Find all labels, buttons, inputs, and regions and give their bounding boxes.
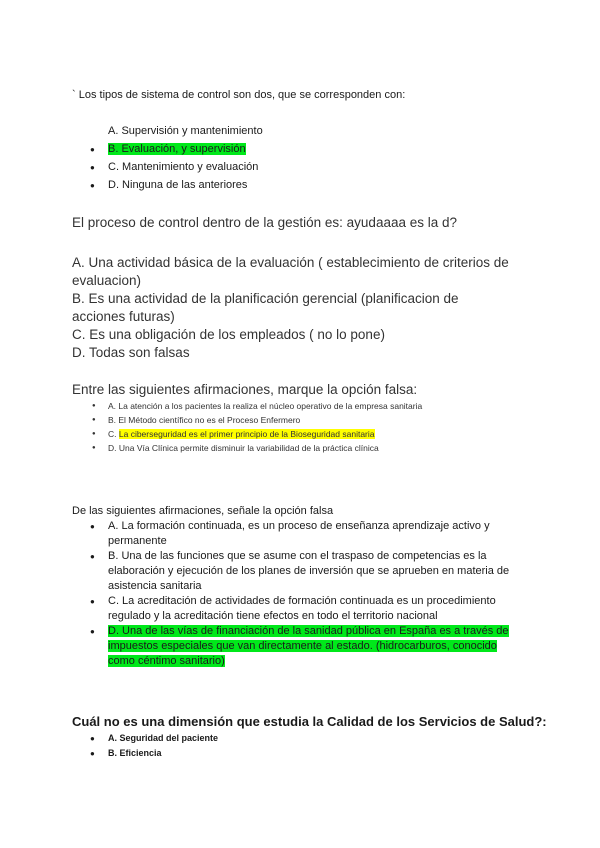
q4-option-c: ● C. La acreditación de actividades de formación continuada es un procedimiento regulado y la acreditación tiene efectos en todo el territorio nacional	[108, 594, 518, 624]
q2-question: El proceso de control dentro de la gestión es: ayudaaaa es la d?	[72, 215, 458, 230]
q4-option-a: ● A. La formación continuada, es un proceso de enseñanza aprendizaje activo y permanente	[108, 519, 518, 549]
q1-question: ` Los tipos de sistema de control son dos, que se corresponden con:	[72, 89, 406, 101]
q2-option-b: B. Es una actividad de la planificación gerencial (planificacion de acciones futuras)	[72, 291, 459, 324]
q1-options	[108, 124, 528, 196]
q2-option-c: C. Es una obligación de los empleados ( no lo pone)	[72, 327, 385, 342]
q1-option-a: A. Supervisión y mantenimiento	[108, 125, 263, 137]
q1-option-b-highlight: B. Evaluación, y supervisión	[108, 143, 246, 155]
q5-option-a: ● A. Seguridad del paciente	[108, 731, 528, 746]
q5-option-b: ● B. Eficiencia	[108, 746, 528, 761]
q3-options	[108, 399, 528, 455]
q1-option-c: ● C. Mantenimiento y evaluación	[108, 160, 528, 178]
q3-option-b: ● B. El Método científico no es el Proceso Enfermero	[108, 413, 528, 427]
q2-options	[72, 254, 512, 362]
q1-option-b	[108, 142, 528, 160]
q4-option-b: ● B. Una de las funciones que se asume con el traspaso de competencias es la elaboración y ejecución de los planes de inversión que se aprueben en materia de asistencia sanitaria	[108, 549, 518, 594]
q3-option-c-highlight: La ciberseguridad es el primer principio de la Bioseguridad sanitaria	[118, 429, 375, 439]
q3-option-c	[108, 427, 528, 441]
q4-question: De las siguientes afirmaciones, señale la opción falsa	[72, 505, 334, 517]
q3-option-d: ● D. Una Vía Clínica permite disminuir la variabilidad de la práctica clínica	[108, 441, 528, 455]
q2-option-a: A. Una actividad básica de la evaluación ( establecimiento de criterios de evaluacion)	[72, 255, 509, 288]
q3-question: Entre las siguientes afirmaciones, marque la opción falsa:	[72, 382, 418, 397]
q3-option-c-letter: C.	[108, 429, 117, 439]
q2-option-d: D. Todas son falsas	[72, 345, 190, 360]
q4-options	[108, 519, 518, 669]
q5-question: Cuál no es una dimensión que estudia la Calidad de los Servicios de Salud?:	[72, 714, 547, 729]
q4-option-d-highlight: D. Una de las vías de financiación de la sanidad pública en España es a través de impuestos especiales que van directamente al estado. (hidrocarburos, conocido como céntimo sanitario)	[108, 625, 509, 667]
q1-option-d: ● D. Ninguna de las anteriores	[108, 178, 528, 196]
q4-option-d	[108, 624, 518, 669]
q3-option-a: ● A. La atención a los pacientes la realiza el núcleo operativo de la empresa sanitaria	[108, 399, 528, 413]
q5-options	[108, 731, 528, 761]
